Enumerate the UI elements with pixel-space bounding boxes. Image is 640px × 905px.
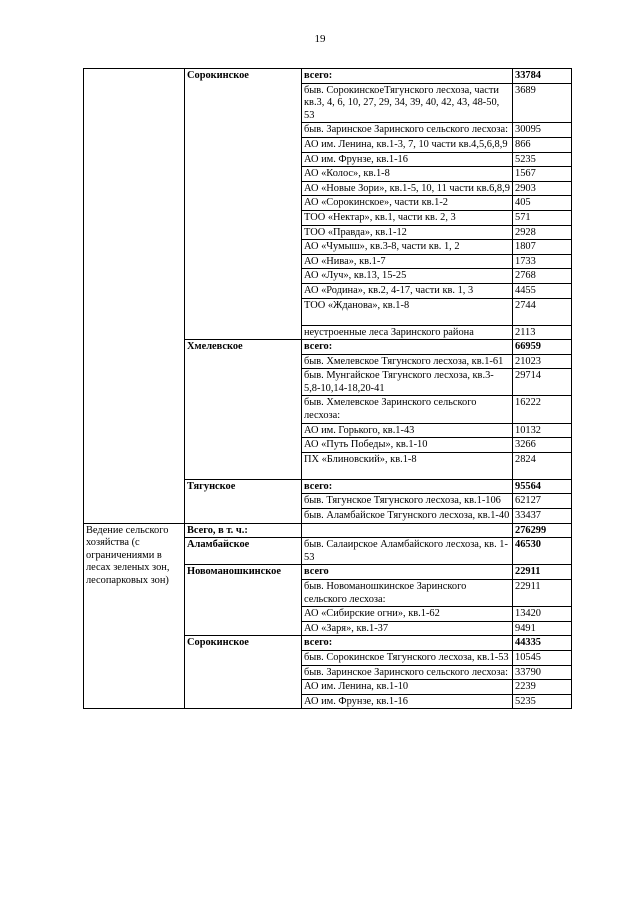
area-cell: 30095 [513,123,572,138]
description-cell: быв. Хмелевское Тягунского лесхоза, кв.1-61 [302,354,513,369]
total-area-cell: 44335 [513,636,572,651]
total-area-cell: 46530 [513,538,572,565]
area-cell: 29714 [513,369,572,396]
total-label-cell: всего: [302,479,513,494]
description-cell: АО «Путь Победы», кв.1-10 [302,438,513,453]
area-cell: 2928 [513,225,572,240]
area-cell: 33437 [513,509,572,524]
description-cell: быв. Сорокинское Тягунского лесхоза, кв.1-53 [302,650,513,665]
description-cell: ТОО «Правда», кв.1-12 [302,225,513,240]
area-cell: 1733 [513,254,572,269]
purpose-cell: Ведение сельского хозяйства (с ограничениями в лесах зеленых зон, лесопарковых зон) [84,523,185,709]
area-cell: 5235 [513,694,572,709]
total-label-cell: всего: [302,636,513,651]
area-cell: 33790 [513,665,572,680]
area-cell: 4455 [513,283,572,298]
area-cell: 22911 [513,580,572,607]
description-cell: быв. Мунгайское Тягунского лесхоза, кв.3-5,8-10,14-18,20-41 [302,369,513,396]
forestry-name-cell: Сорокинское [185,636,302,709]
total-area-cell: 33784 [513,69,572,84]
table-body [84,69,572,709]
description-cell: быв. СорокинскоеТягунского лесхоза, части кв.3, 4, 6, 10, 27, 29, 34, 39, 40, 42, 43, 48-50, 53 [302,83,513,123]
description-cell: АО «Родина», кв.2, 4-17, части кв. 1, 3 [302,283,513,298]
total-area-cell: 95564 [513,479,572,494]
area-cell: 1807 [513,240,572,255]
description-cell: ТОО «Жданова», кв.1-8 [302,298,513,325]
table-row [84,69,572,84]
description-cell: АО «Чумыш», кв.3-8, части кв. 1, 2 [302,240,513,255]
forestry-name-cell: Хмелевское [185,340,302,480]
description-cell: быв. Тягунское Тягунского лесхоза, кв.1-106 [302,494,513,509]
description-cell: быв. Заринское Заринского сельского лесхоза: [302,665,513,680]
total-label-cell: всего [302,565,513,580]
description-cell: быв. Аламбайское Тягунского лесхоза, кв.1-40 [302,509,513,524]
description-cell: АО им. Фрунзе, кв.1-16 [302,152,513,167]
description-cell: АО им. Горького, кв.1-43 [302,423,513,438]
total-area-cell: 22911 [513,565,572,580]
area-cell: 2744 [513,298,572,325]
description-cell: АО «Нива», кв.1-7 [302,254,513,269]
area-cell: 10545 [513,650,572,665]
area-cell: 2768 [513,269,572,284]
area-cell: 9491 [513,621,572,636]
description-cell: АО «Новые Зори», кв.1-5, 10, 11 части кв.6,8,9 [302,181,513,196]
forestry-name-cell: Новоманошкинское [185,565,302,636]
area-cell: 62127 [513,494,572,509]
area-cell: 571 [513,210,572,225]
total-area-cell: 276299 [513,523,572,538]
description-cell: ТОО «Нектар», кв.1, части кв. 2, 3 [302,210,513,225]
forestry-name-cell: Сорокинское [185,69,302,340]
area-cell: 1567 [513,167,572,182]
description-cell: неустроенные леса Заринского района [302,325,513,340]
area-cell: 21023 [513,354,572,369]
table-row [84,523,572,538]
forestry-name-cell: Аламбайское [185,538,302,565]
purpose-cell [84,69,185,524]
area-cell: 2824 [513,452,572,479]
description-cell: АО «Сибирские огни», кв.1-62 [302,607,513,622]
area-cell: 405 [513,196,572,211]
total-label-cell: всего: [302,340,513,355]
area-cell: 2113 [513,325,572,340]
total-area-cell: 66959 [513,340,572,355]
description-cell: АО «Заря», кв.1-37 [302,621,513,636]
area-cell: 16222 [513,396,572,423]
area-cell: 13420 [513,607,572,622]
description-cell: АО «Сорокинское», части кв.1-2 [302,196,513,211]
description-cell: ПХ «Блиновский», кв.1-8 [302,452,513,479]
area-cell: 5235 [513,152,572,167]
description-cell: быв. Новоманошкинское Заринского сельского лесхоза: [302,580,513,607]
total-label-cell [302,523,513,538]
description-cell: АО «Луч», кв.13, 15-25 [302,269,513,284]
description-cell: АО «Колос», кв.1-8 [302,167,513,182]
description-cell: АО им. Фрунзе, кв.1-16 [302,694,513,709]
area-cell: 3689 [513,83,572,123]
description-cell: АО им. Ленина, кв.1-3, 7, 10 части кв.4,5,6,8,9 [302,137,513,152]
description-cell: быв. Хмелевское Заринского сельского лесхоза: [302,396,513,423]
area-cell: 866 [513,137,572,152]
description-cell: быв. Заринское Заринского сельского лесхоза: [302,123,513,138]
area-cell: 10132 [513,423,572,438]
description-cell: АО им. Ленина, кв.1-10 [302,680,513,695]
forestry-name-cell: Всего, в т. ч.: [185,523,302,538]
description-cell: быв. Салаирское Аламбайского лесхоза, кв. 1-53 [302,538,513,565]
area-cell: 3266 [513,438,572,453]
forestry-name-cell: Тягунское [185,479,302,523]
area-cell: 2239 [513,680,572,695]
total-label-cell: всего: [302,69,513,84]
area-cell: 2903 [513,181,572,196]
forest-allocation-table [83,68,572,709]
page-number: 19 [314,33,326,45]
